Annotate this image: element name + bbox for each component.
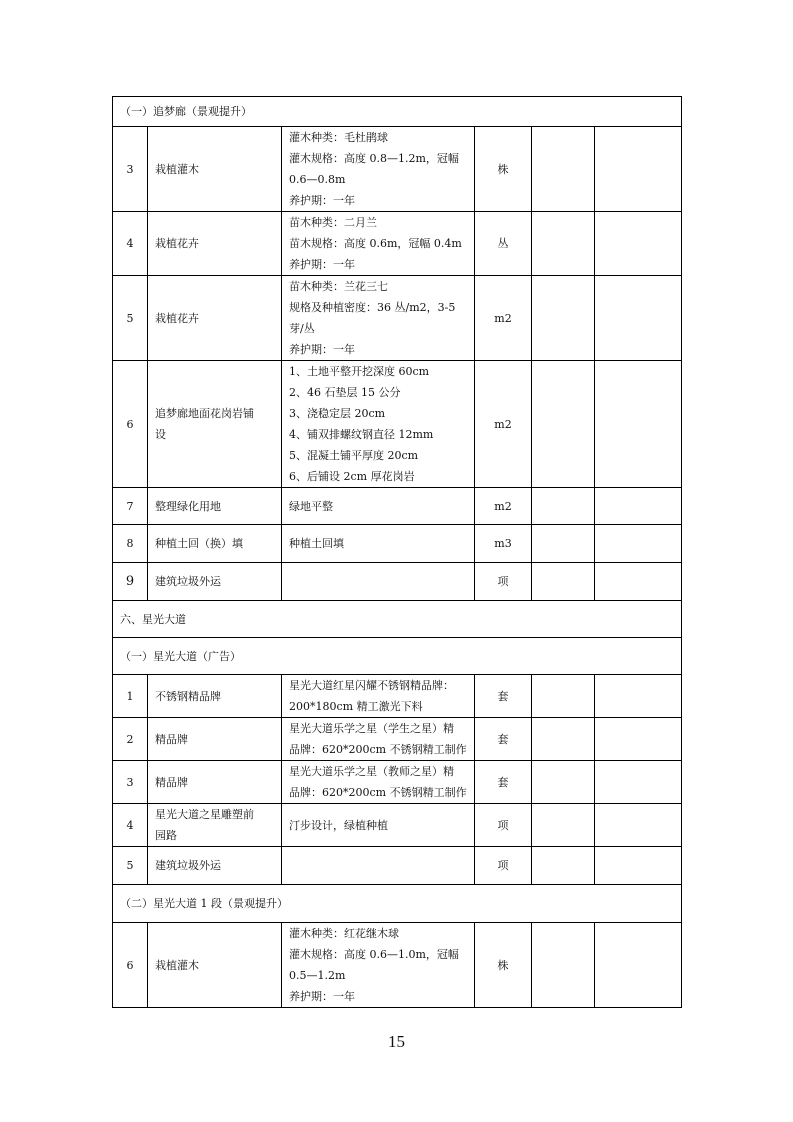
desc-line: 养护期：一年 bbox=[289, 990, 355, 1003]
item-name bbox=[148, 361, 282, 488]
desc-line: 苗木规格：高度 0.6m，冠幅 0.4m bbox=[289, 237, 462, 250]
name-line: 追梦廊地面花岗岩铺 bbox=[155, 407, 254, 420]
item-description: 种植土回填 bbox=[282, 525, 475, 563]
item-name bbox=[148, 804, 282, 847]
desc-line: 苗木种类：兰花三七 bbox=[289, 280, 388, 293]
item-name: 建筑垃圾外运 bbox=[148, 563, 282, 601]
item-name: 种植土回（换）填 bbox=[148, 525, 282, 563]
unit: 套 bbox=[475, 718, 532, 761]
table-row bbox=[113, 525, 682, 563]
row-number: 3 bbox=[113, 127, 148, 212]
section-row bbox=[113, 601, 682, 638]
row-number: 4 bbox=[113, 804, 148, 847]
unit: 项 bbox=[475, 804, 532, 847]
item-description bbox=[282, 923, 475, 1008]
item-description bbox=[282, 361, 475, 488]
empty-cell bbox=[532, 212, 595, 276]
item-name: 栽植灌木 bbox=[148, 923, 282, 1008]
desc-line: 0.5—1.2m bbox=[289, 969, 346, 982]
row-number: 9 bbox=[113, 563, 148, 601]
unit: m3 bbox=[475, 525, 532, 563]
row-number: 3 bbox=[113, 761, 148, 804]
empty-cell bbox=[532, 847, 595, 885]
item-description bbox=[282, 563, 475, 601]
desc-line: 养护期：一年 bbox=[289, 194, 355, 207]
empty-cell bbox=[595, 361, 682, 488]
item-description bbox=[282, 718, 475, 761]
desc-line: 养护期：一年 bbox=[289, 258, 355, 271]
item-description bbox=[282, 212, 475, 276]
empty-cell bbox=[532, 276, 595, 361]
empty-cell bbox=[595, 127, 682, 212]
table-row bbox=[113, 361, 682, 488]
empty-cell bbox=[595, 563, 682, 601]
desc-line: 灌木种类：红花继木球 bbox=[289, 927, 399, 940]
table-row bbox=[113, 761, 682, 804]
table-row bbox=[113, 923, 682, 1008]
section-title: （一）追梦廊（景观提升） bbox=[113, 97, 682, 127]
unit: 项 bbox=[475, 847, 532, 885]
unit: 项 bbox=[475, 563, 532, 601]
empty-cell bbox=[595, 923, 682, 1008]
item-name: 建筑垃圾外运 bbox=[148, 847, 282, 885]
item-description bbox=[282, 761, 475, 804]
empty-cell bbox=[595, 804, 682, 847]
desc-line: 200*180cm 精工激光下料 bbox=[289, 700, 423, 713]
name-line: 园路 bbox=[155, 829, 177, 842]
table-row bbox=[113, 488, 682, 525]
desc-line: 0.6—0.8m bbox=[289, 173, 346, 186]
desc-line: 星光大道乐学之星（教师之星）精 bbox=[289, 765, 454, 778]
empty-cell bbox=[532, 923, 595, 1008]
desc-line: 品牌：620*200cm 不锈钢精工制作 bbox=[289, 786, 467, 799]
empty-cell bbox=[532, 761, 595, 804]
item-name: 栽植灌木 bbox=[148, 127, 282, 212]
row-number: 2 bbox=[113, 718, 148, 761]
item-name: 精品牌 bbox=[148, 718, 282, 761]
item-description bbox=[282, 847, 475, 885]
unit: 丛 bbox=[475, 212, 532, 276]
empty-cell bbox=[532, 488, 595, 525]
table-row bbox=[113, 276, 682, 361]
table-row bbox=[113, 127, 682, 212]
item-name: 栽植花卉 bbox=[148, 212, 282, 276]
empty-cell bbox=[532, 675, 595, 718]
empty-cell bbox=[595, 718, 682, 761]
item-name: 整理绿化用地 bbox=[148, 488, 282, 525]
bill-of-quantities-table bbox=[112, 96, 682, 1008]
item-description bbox=[282, 675, 475, 718]
section-row bbox=[113, 885, 682, 923]
table-row bbox=[113, 212, 682, 276]
desc-line: 养护期：一年 bbox=[289, 343, 355, 356]
unit: 套 bbox=[475, 675, 532, 718]
table-row bbox=[113, 675, 682, 718]
desc-line: 1、土地平整开挖深度 60cm bbox=[289, 365, 430, 378]
empty-cell bbox=[532, 127, 595, 212]
empty-cell bbox=[532, 804, 595, 847]
desc-line: 4、铺双排螺纹钢直径 12mm bbox=[289, 428, 434, 441]
desc-line: 6、后铺设 2cm 厚花岗岩 bbox=[289, 470, 415, 483]
table-row bbox=[113, 563, 682, 601]
item-name: 不锈钢精品牌 bbox=[148, 675, 282, 718]
unit: 株 bbox=[475, 127, 532, 212]
empty-cell bbox=[595, 212, 682, 276]
empty-cell bbox=[532, 525, 595, 563]
desc-line: 芽/丛 bbox=[289, 322, 315, 335]
desc-line: 星光大道红星闪耀不锈钢精品牌： bbox=[289, 679, 454, 692]
empty-cell bbox=[595, 525, 682, 563]
section-title: （二）星光大道 1 段（景观提升） bbox=[113, 885, 682, 923]
name-line: 星光大道之星雕塑前 bbox=[155, 808, 254, 821]
empty-cell bbox=[532, 361, 595, 488]
desc-line: 2、46 石垫层 15 公分 bbox=[289, 386, 401, 399]
empty-cell bbox=[595, 276, 682, 361]
item-description bbox=[282, 127, 475, 212]
empty-cell bbox=[595, 675, 682, 718]
item-description bbox=[282, 276, 475, 361]
empty-cell bbox=[595, 488, 682, 525]
desc-line: 灌木规格：高度 0.8—1.2m，冠幅 bbox=[289, 152, 459, 165]
page-number: 15 bbox=[388, 1032, 405, 1051]
unit: 套 bbox=[475, 761, 532, 804]
row-number: 4 bbox=[113, 212, 148, 276]
item-name: 栽植花卉 bbox=[148, 276, 282, 361]
item-description: 汀步设计，绿植种植 bbox=[282, 804, 475, 847]
row-number: 6 bbox=[113, 361, 148, 488]
row-number: 6 bbox=[113, 923, 148, 1008]
name-line: 设 bbox=[155, 428, 166, 441]
desc-line: 灌木种类：毛杜鹃球 bbox=[289, 131, 388, 144]
empty-cell bbox=[532, 563, 595, 601]
table-row bbox=[113, 718, 682, 761]
table-row bbox=[113, 847, 682, 885]
row-number: 5 bbox=[113, 276, 148, 361]
desc-line: 苗木种类：二月兰 bbox=[289, 216, 377, 229]
item-description: 绿地平整 bbox=[282, 488, 475, 525]
desc-line: 规格及种植密度：36 丛/m2，3-5 bbox=[289, 301, 456, 314]
desc-line: 5、混凝土铺平厚度 20cm bbox=[289, 449, 419, 462]
desc-line: 星光大道乐学之星（学生之星）精 bbox=[289, 722, 454, 735]
desc-line: 灌木规格：高度 0.6—1.0m，冠幅 bbox=[289, 948, 459, 961]
empty-cell bbox=[532, 718, 595, 761]
unit: 株 bbox=[475, 923, 532, 1008]
empty-cell bbox=[595, 847, 682, 885]
section-title: （一）星光大道（广告） bbox=[113, 638, 682, 675]
row-number: 5 bbox=[113, 847, 148, 885]
unit: m2 bbox=[475, 488, 532, 525]
row-number: 7 bbox=[113, 488, 148, 525]
section-row bbox=[113, 97, 682, 127]
empty-cell bbox=[595, 761, 682, 804]
row-number: 8 bbox=[113, 525, 148, 563]
section-title: 六、星光大道 bbox=[113, 601, 682, 638]
row-number: 1 bbox=[113, 675, 148, 718]
desc-line: 品牌：620*200cm 不锈钢精工制作 bbox=[289, 743, 467, 756]
unit: m2 bbox=[475, 361, 532, 488]
desc-line: 3、浇稳定层 20cm bbox=[289, 407, 386, 420]
item-name: 精品牌 bbox=[148, 761, 282, 804]
unit: m2 bbox=[475, 276, 532, 361]
table-row bbox=[113, 804, 682, 847]
section-row bbox=[113, 638, 682, 675]
